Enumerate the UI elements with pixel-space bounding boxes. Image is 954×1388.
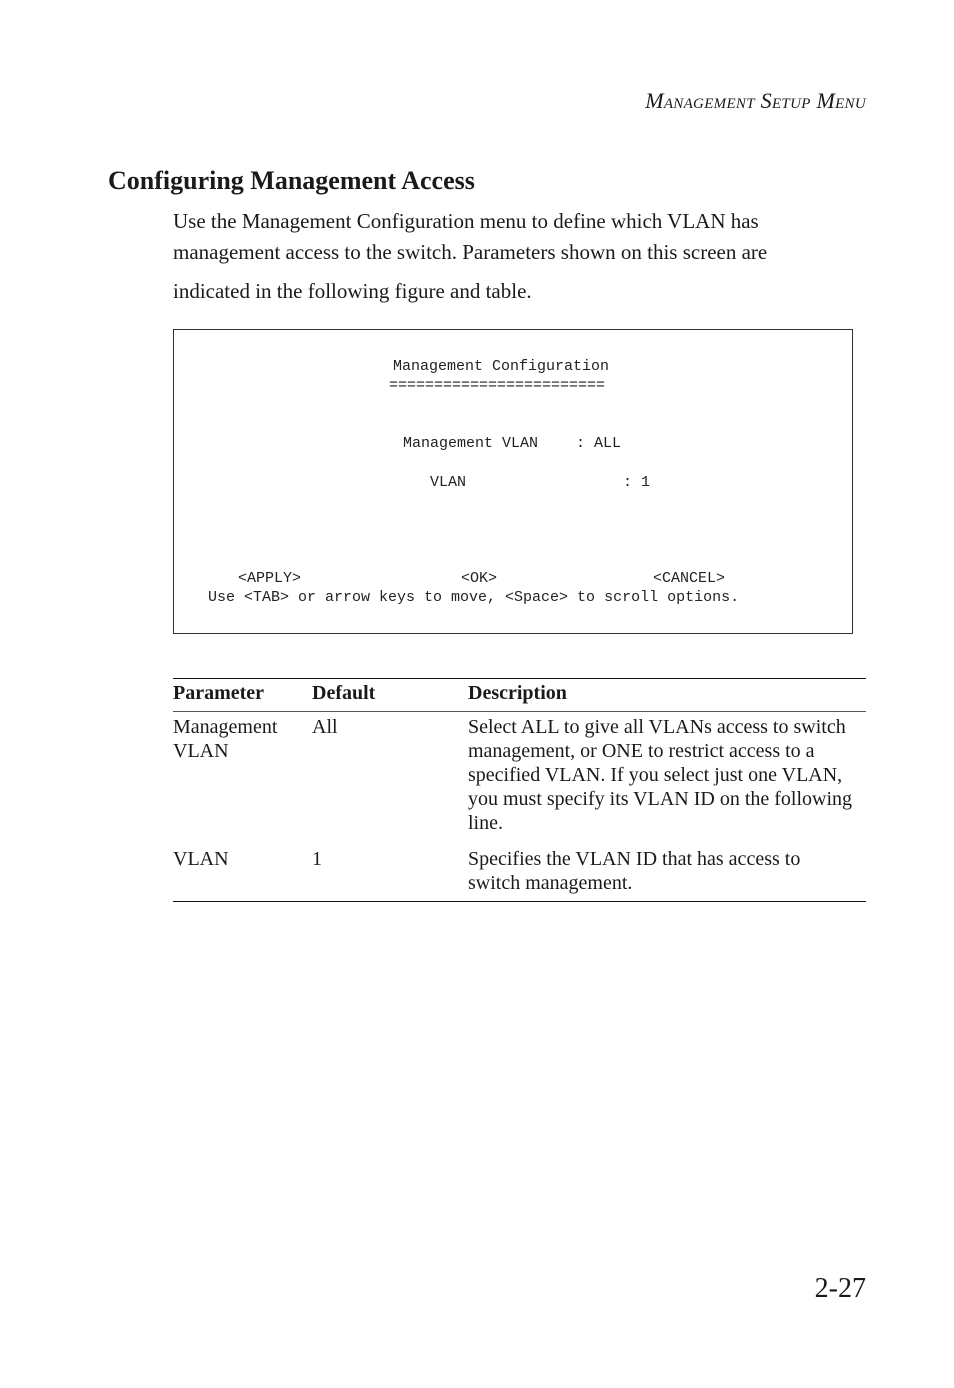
parameter-cell	[173, 712, 312, 845]
cell-line: VLAN	[173, 740, 229, 762]
cell-line: Select ALL to give all VLANs access to switch	[468, 716, 846, 738]
intro-paragraph	[173, 206, 863, 307]
intro-line: management access to the switch. Parameters shown on this screen are	[173, 240, 768, 264]
console-screen	[173, 329, 853, 634]
intro-line: Use the Management Configuration menu to define which VLAN has	[173, 209, 759, 233]
cell-line: Management	[173, 716, 278, 738]
cell-line: switch management.	[468, 872, 633, 894]
vlan-label: VLAN	[430, 474, 467, 491]
vlan-value[interactable]: : 1	[623, 474, 651, 491]
table-header-row	[173, 679, 866, 712]
cell-line: VLAN	[173, 848, 229, 870]
table-row	[173, 712, 866, 845]
cell-line: you must specify its VLAN ID on the following	[468, 788, 853, 810]
mgmt-vlan-label: Management VLAN	[403, 435, 539, 452]
console-title-underline: ========================	[389, 377, 606, 394]
cell-line: specified VLAN. If you select just one VLAN,	[468, 764, 843, 786]
header-parameter: Parameter	[173, 679, 312, 712]
section-title: Configuring Management Access	[108, 166, 475, 195]
header-default: Default	[312, 679, 468, 712]
console-title: Management Configuration	[393, 358, 610, 375]
cell-line: Specifies the VLAN ID that has access to	[468, 848, 801, 870]
cell-line: management, or ONE to restrict access to a	[468, 740, 815, 762]
description-cell	[468, 844, 866, 902]
parameter-cell	[173, 844, 312, 902]
cell-line: line.	[468, 812, 503, 834]
description-cell	[468, 712, 866, 845]
apply-button[interactable]: <APPLY>	[238, 570, 302, 587]
console-help-text: Use <TAB> or arrow keys to move, <Space> to scroll options.	[208, 589, 740, 606]
running-header: Management Setup Menu	[645, 88, 866, 113]
parameter-table	[173, 678, 866, 902]
header-description: Description	[468, 679, 866, 712]
mgmt-vlan-value[interactable]: : ALL	[576, 435, 622, 452]
default-cell: All	[312, 716, 338, 738]
default-cell: 1	[312, 844, 468, 902]
cancel-button[interactable]: <CANCEL>	[653, 570, 726, 587]
intro-line: indicated in the following figure and table.	[173, 279, 532, 303]
ok-button[interactable]: <OK>	[461, 570, 498, 587]
table-row	[173, 844, 866, 902]
page-number: 2-27	[814, 1273, 866, 1304]
